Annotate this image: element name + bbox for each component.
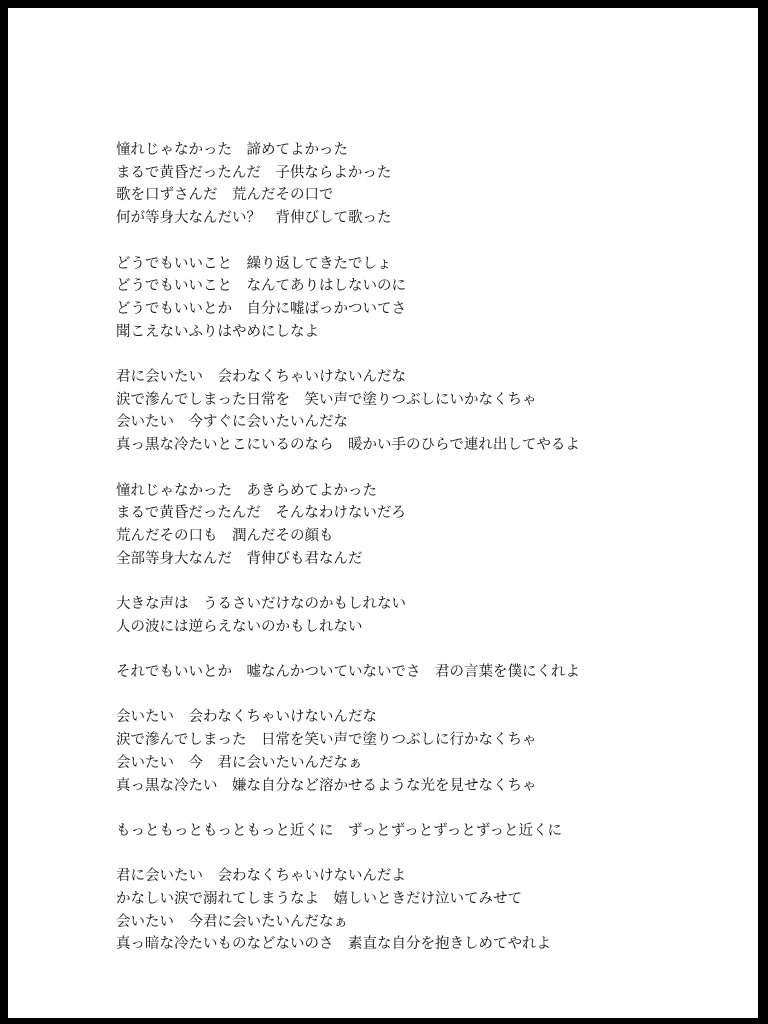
lyrics-line: 全部等身大なんだ 背伸びも君なんだ [116,550,363,567]
lyrics-stanza [116,661,746,684]
lyrics-stanza [116,253,746,344]
lyrics-line: もっともっともっともっと近くに ずっとずっとずっとずっと近くに [116,822,563,839]
lyrics-line: どうでもいいとか 自分に嘘ばっかついてさ [116,300,406,317]
lyrics-line: 歌を口ずさんだ 荒んだその口で [116,187,334,204]
lyrics-stanza [116,706,746,797]
lyrics-line: 憧れじゃなかった 諦めてよかった [116,142,348,158]
lyrics-stanza [116,593,746,638]
lyrics-line: 荒んだその口も 潤んだその顔も [116,527,334,544]
lyrics-line: 真っ黒な冷たい 嫌な自分など溶かせるような光を見せなくちゃ [116,777,537,794]
lyrics-stanza [116,480,746,571]
lyrics-line: 聞こえないふりはやめにしなよ [116,323,319,340]
lyrics-page [8,8,758,1018]
lyrics-line: どうでもいいこと なんてありはしないのに [116,278,406,295]
lyrics-line: 真っ黒な冷たいとこにいるのなら 暖かい手のひらで連れ出してやるよ [116,437,580,454]
lyrics-stanza [116,139,746,230]
lyrics-line: 真っ暗な冷たいものなどないのさ 素直な自分を抱きしめてやれよ [116,936,551,953]
lyrics-line: かなしい涙で溺れてしまうなよ 嬉しいときだけ泣いてみせて [116,891,522,908]
lyrics-stanza [116,820,746,843]
lyrics-line: 何が等身大なんだい？ 背伸びして歌った [116,210,392,227]
lyrics-line: 人の波には逆らえないのかもしれない [116,618,363,635]
lyrics-line: それでもいいとか 嘘なんかついていないでさ 君の言葉を僕にくれよ [116,664,580,681]
lyrics-line: 憧れじゃなかった あきらめてよかった [116,482,377,499]
lyrics-line: 会いたい 今 君に会いたいんだなぁ [116,754,363,771]
lyrics-line: 会いたい 会わなくちゃいけないんだな [116,709,377,726]
lyrics-text [116,139,746,979]
lyrics-line: どうでもいいこと 繰り返してきたでしょ [116,255,392,272]
lyrics-line: 会いたい 今すぐに会いたいんだな [116,414,348,431]
lyrics-line: 涙で滲んでしまった 日常を笑い声で塗りつぶしに行かなくちゃ [116,732,537,749]
lyrics-line: 君に会いたい 会わなくちゃいけないんだな [116,369,406,385]
lyrics-line: まるで黄昏だったんだ 子供ならよかった [116,164,392,181]
lyrics-line: 大きな声は うるさいだけなのかもしれない [116,596,406,612]
lyrics-line: 会いたい 今君に会いたいんだなぁ [116,913,348,930]
lyrics-line: まるで黄昏だったんだ そんなわけないだろ [116,505,406,522]
lyrics-line: 涙で滲んでしまった日常を 笑い声で塗りつぶしにいかなくちゃ [116,391,537,408]
lyrics-line: 君に会いたい 会わなくちゃいけないんだよ [116,868,406,885]
lyrics-stanza [116,366,746,457]
lyrics-stanza [116,865,746,956]
